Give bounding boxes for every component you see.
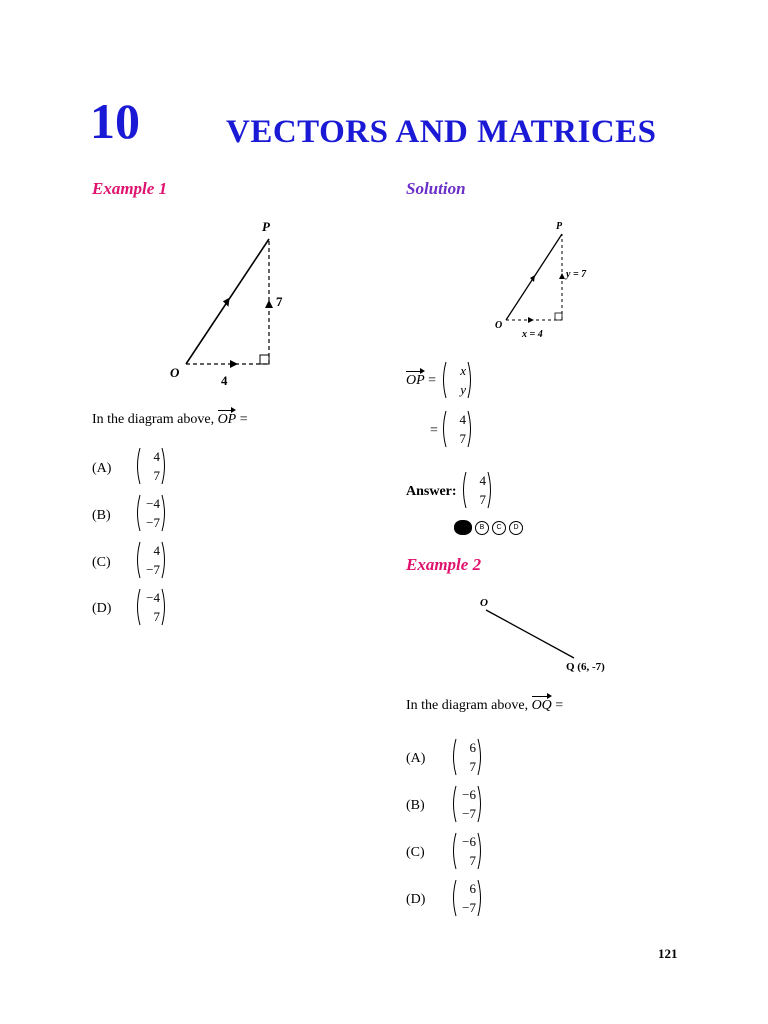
ex2-option-b-label[interactable]: (B) bbox=[406, 798, 425, 813]
ex1-option-d-label[interactable]: (D) bbox=[92, 601, 112, 616]
answer-label: Answer: bbox=[406, 484, 457, 499]
svg-text:x = 4: x = 4 bbox=[522, 329, 543, 340]
x-arrowhead bbox=[230, 360, 238, 368]
svg-text:y = 7: y = 7 bbox=[566, 269, 587, 280]
solution-heading: Solution bbox=[406, 179, 466, 198]
label-q: Q (6, -7) bbox=[566, 661, 605, 673]
ex2-option-c-matrix[interactable]: −6 7 bbox=[450, 831, 484, 871]
label-o2: O bbox=[480, 597, 488, 609]
ex2-option-c-label[interactable]: (C) bbox=[406, 845, 425, 860]
question-vector-op: OP bbox=[217, 412, 237, 427]
sol-x-arrowhead bbox=[528, 317, 534, 323]
question-vector-oq: OQ bbox=[531, 698, 552, 713]
solution-step1-matrix: x y bbox=[440, 360, 474, 400]
svg-text:O: O bbox=[495, 320, 503, 331]
ex1-option-c-matrix[interactable]: 4 −7 bbox=[134, 540, 168, 580]
answer-bubbles bbox=[454, 520, 523, 535]
label-y: 7 bbox=[276, 294, 283, 309]
ex1-option-c-label[interactable]: (C) bbox=[92, 555, 111, 570]
chapter-title: VECTORS AND MATRICES bbox=[226, 114, 657, 150]
page-number: 121 bbox=[658, 946, 678, 961]
ex2-option-b-matrix[interactable]: −6 −7 bbox=[450, 784, 484, 824]
solution-step2-equals: = bbox=[430, 423, 438, 438]
example1-heading: Example 1 bbox=[92, 179, 168, 198]
example1-vector-diagram bbox=[168, 214, 298, 392]
solution-vector-diagram bbox=[492, 218, 602, 342]
question-prefix: In the diagram above, bbox=[92, 412, 215, 427]
chapter-number: 10 bbox=[90, 93, 140, 149]
example2-question: In the diagram above, OQ = bbox=[406, 698, 564, 713]
ex2-option-d-matrix[interactable]: 6 −7 bbox=[450, 878, 484, 918]
sol-y-arrowhead bbox=[559, 273, 565, 279]
answer-matrix: 4 7 bbox=[460, 470, 494, 510]
oq-line bbox=[486, 610, 574, 658]
ex2-option-d-label[interactable]: (D) bbox=[406, 892, 426, 907]
ex1-option-a-label[interactable]: (A) bbox=[92, 461, 112, 476]
ex1-option-d-matrix[interactable]: −4 7 bbox=[134, 587, 168, 627]
example2-vector-diagram bbox=[474, 594, 624, 674]
svg-text:P: P bbox=[556, 221, 563, 232]
bubble-b[interactable]: B bbox=[475, 521, 489, 535]
bubble-a-selected[interactable] bbox=[454, 520, 472, 535]
example1-question bbox=[92, 413, 248, 427]
question-equals: = bbox=[239, 412, 248, 427]
example2-heading: Example 2 bbox=[406, 555, 482, 574]
ex2-option-a-label[interactable]: (A) bbox=[406, 751, 426, 766]
ex1-option-a-matrix[interactable]: 4 7 bbox=[134, 446, 168, 486]
label-p: P bbox=[262, 219, 270, 234]
label-o: O bbox=[170, 365, 180, 380]
solution-step2-matrix: 4 7 bbox=[440, 409, 474, 449]
bubble-c[interactable]: C bbox=[492, 521, 506, 535]
right-angle-mark bbox=[260, 355, 269, 364]
ex1-option-b-label[interactable]: (B) bbox=[92, 508, 111, 523]
bubble-d[interactable]: D bbox=[509, 521, 523, 535]
ex1-option-b-matrix[interactable]: −4 −7 bbox=[134, 493, 168, 533]
solution-step1-lhs: OP = bbox=[406, 373, 437, 388]
sol-right-angle bbox=[555, 313, 562, 320]
label-x: 4 bbox=[221, 373, 228, 388]
y-arrowhead bbox=[265, 300, 273, 308]
ex2-option-a-matrix[interactable]: 6 7 bbox=[450, 737, 484, 777]
